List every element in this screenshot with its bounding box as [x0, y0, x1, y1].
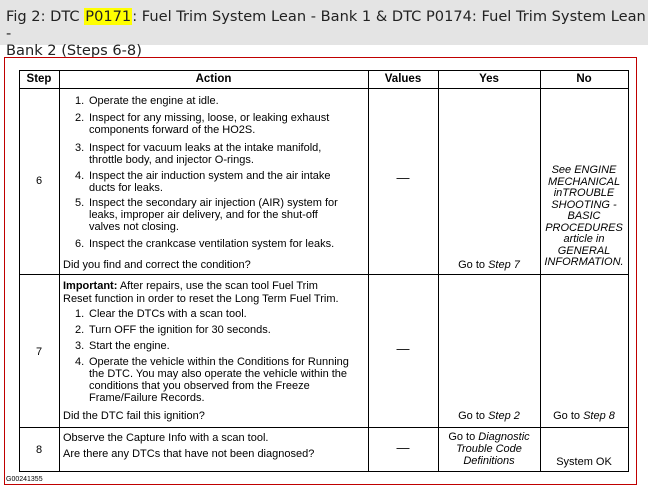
- header-divider: [19, 88, 629, 89]
- step8-line-1: Observe the Capture Info with a scan tool.: [63, 432, 269, 444]
- step8-yes: Go to Diagnostic Trouble Code Definitions: [448, 431, 530, 467]
- step-number-7: 7: [35, 346, 43, 358]
- step7-question: Did the DTC fail this ignition?: [63, 410, 205, 422]
- figure-caption: [0, 0, 648, 59]
- step7-no: Go to Step 8: [553, 410, 615, 422]
- step6-values: —: [396, 170, 410, 185]
- step-number-8: 8: [35, 444, 43, 456]
- step6-question: Did you find and correct the condition?: [63, 259, 251, 271]
- table-border-left: [19, 70, 20, 472]
- header-step: Step: [26, 73, 52, 85]
- caption-line-1: Fig 2: DTC P0171: Fuel Trim System Lean - Bank 1 & DTC P0174: Fuel Trim System Lean -: [6, 8, 646, 42]
- step6-no: See ENGINE MECHANICAL inTROUBLE SHOOTING - BASIC PROCEDURES article in GENERAL INFORMATION.: [544, 164, 624, 268]
- caption-line-2: Bank 2 (Steps 6-8): [6, 42, 142, 59]
- header-no: No: [576, 73, 592, 85]
- header-yes: Yes: [479, 73, 499, 85]
- col-divider-action: [368, 70, 369, 472]
- table-border-right: [628, 70, 629, 472]
- step7-yes: Go to Step 2: [458, 410, 520, 422]
- step8-values: —: [396, 440, 410, 455]
- table-border-top: [19, 70, 629, 71]
- table-border-bottom: [19, 471, 629, 472]
- step6-yes: Go to Step 7: [458, 259, 520, 271]
- step7-important-note: Important: After repairs, use the scan tool Fuel Trim Reset function in order to reset the Long Term Fuel Trim.: [63, 280, 339, 305]
- highlighted-dtc-code: P0171: [85, 8, 132, 25]
- step8-line-2: Are there any DTCs that have not been diagnosed?: [63, 448, 315, 460]
- step8-no: System OK: [556, 456, 612, 468]
- step-number-6: 6: [35, 175, 43, 187]
- header-action: Action: [195, 73, 232, 85]
- figure-id-stamp: G00241355: [6, 476, 43, 483]
- row-divider-7-8: [19, 427, 629, 428]
- header-values: Values: [384, 73, 422, 85]
- col-divider-step: [59, 70, 60, 472]
- step7-values: —: [396, 341, 410, 356]
- row-divider-6-7: [19, 274, 629, 275]
